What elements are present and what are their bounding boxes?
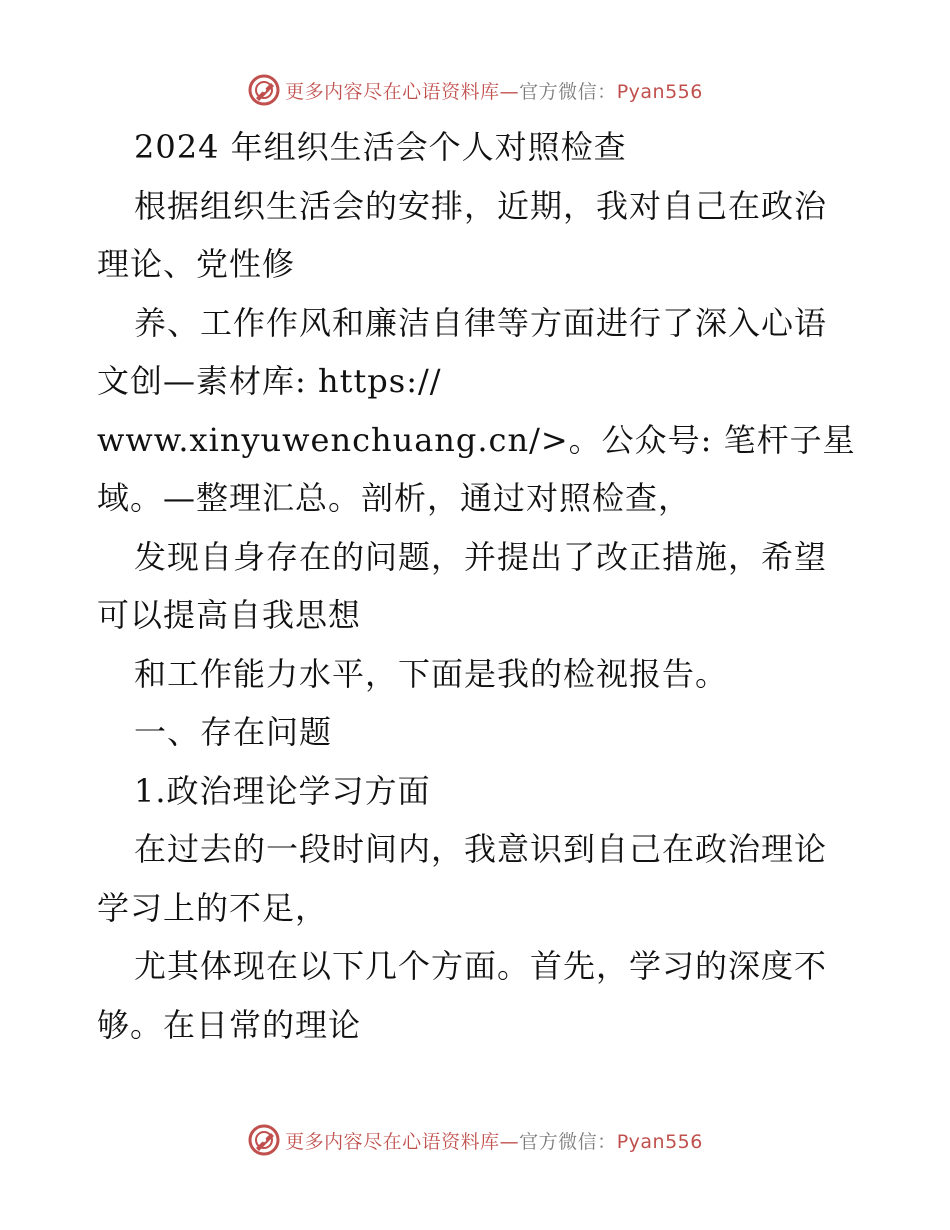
header-banner: [0, 70, 950, 110]
text-line: 够。在日常的理论: [97, 1005, 362, 1044]
text-line: 和工作能力水平，下面是我的检视报告。: [134, 654, 729, 693]
banner-text: [285, 77, 703, 104]
text-line: 养、工作作风和廉洁自律等方面进行了深入心语: [134, 303, 828, 342]
pen-nib-logo-icon: [247, 1123, 281, 1157]
text-line: 域。—整理汇总。剖析，通过对照检查，: [97, 479, 692, 517]
text-line: 学习上的不足，: [97, 888, 329, 927]
banner-text: [285, 1127, 703, 1154]
doc-title: 2024 年组织生活会个人对照检查: [134, 128, 627, 166]
section-heading: 一、存在问题: [134, 713, 333, 751]
text-line: www.xinyuwenchuang.cn/>。公众号: 笔杆子星: [97, 420, 856, 459]
text-line: 发现自身存在的问题，并提出了改正措施，希望: [134, 537, 828, 576]
banner-dash: —: [499, 1130, 520, 1153]
banner-wechat-id: Pyan556: [616, 1130, 703, 1153]
banner-wechat-id: Pyan556: [616, 80, 703, 103]
text-line: 尤其体现在以下几个方面。首先，学习的深度不: [134, 947, 828, 985]
text-line: 根据组织生活会的安排，近期，我对自己在政治: [134, 186, 828, 225]
banner-main-text: 更多内容尽在心语资料库: [285, 80, 500, 103]
banner-main-text: 更多内容尽在心语资料库: [285, 1130, 500, 1153]
text-line: 理论、党性修: [97, 245, 296, 283]
banner-wechat-label: 官方微信：: [519, 1130, 617, 1153]
banner-dash: —: [499, 80, 520, 103]
banner-wechat-label: 官方微信：: [519, 80, 617, 103]
subsection-heading: 1.政治理论学习方面: [134, 771, 431, 810]
text-line: 在过去的一段时间内，我意识到自己在政治理论: [134, 830, 828, 868]
text-line: 文创—素材库: https://: [97, 362, 442, 400]
document-body: [97, 118, 857, 1054]
text-line: 可以提高自我思想: [97, 596, 362, 634]
pen-nib-logo-icon: [247, 73, 281, 107]
footer-banner: [0, 1120, 950, 1160]
